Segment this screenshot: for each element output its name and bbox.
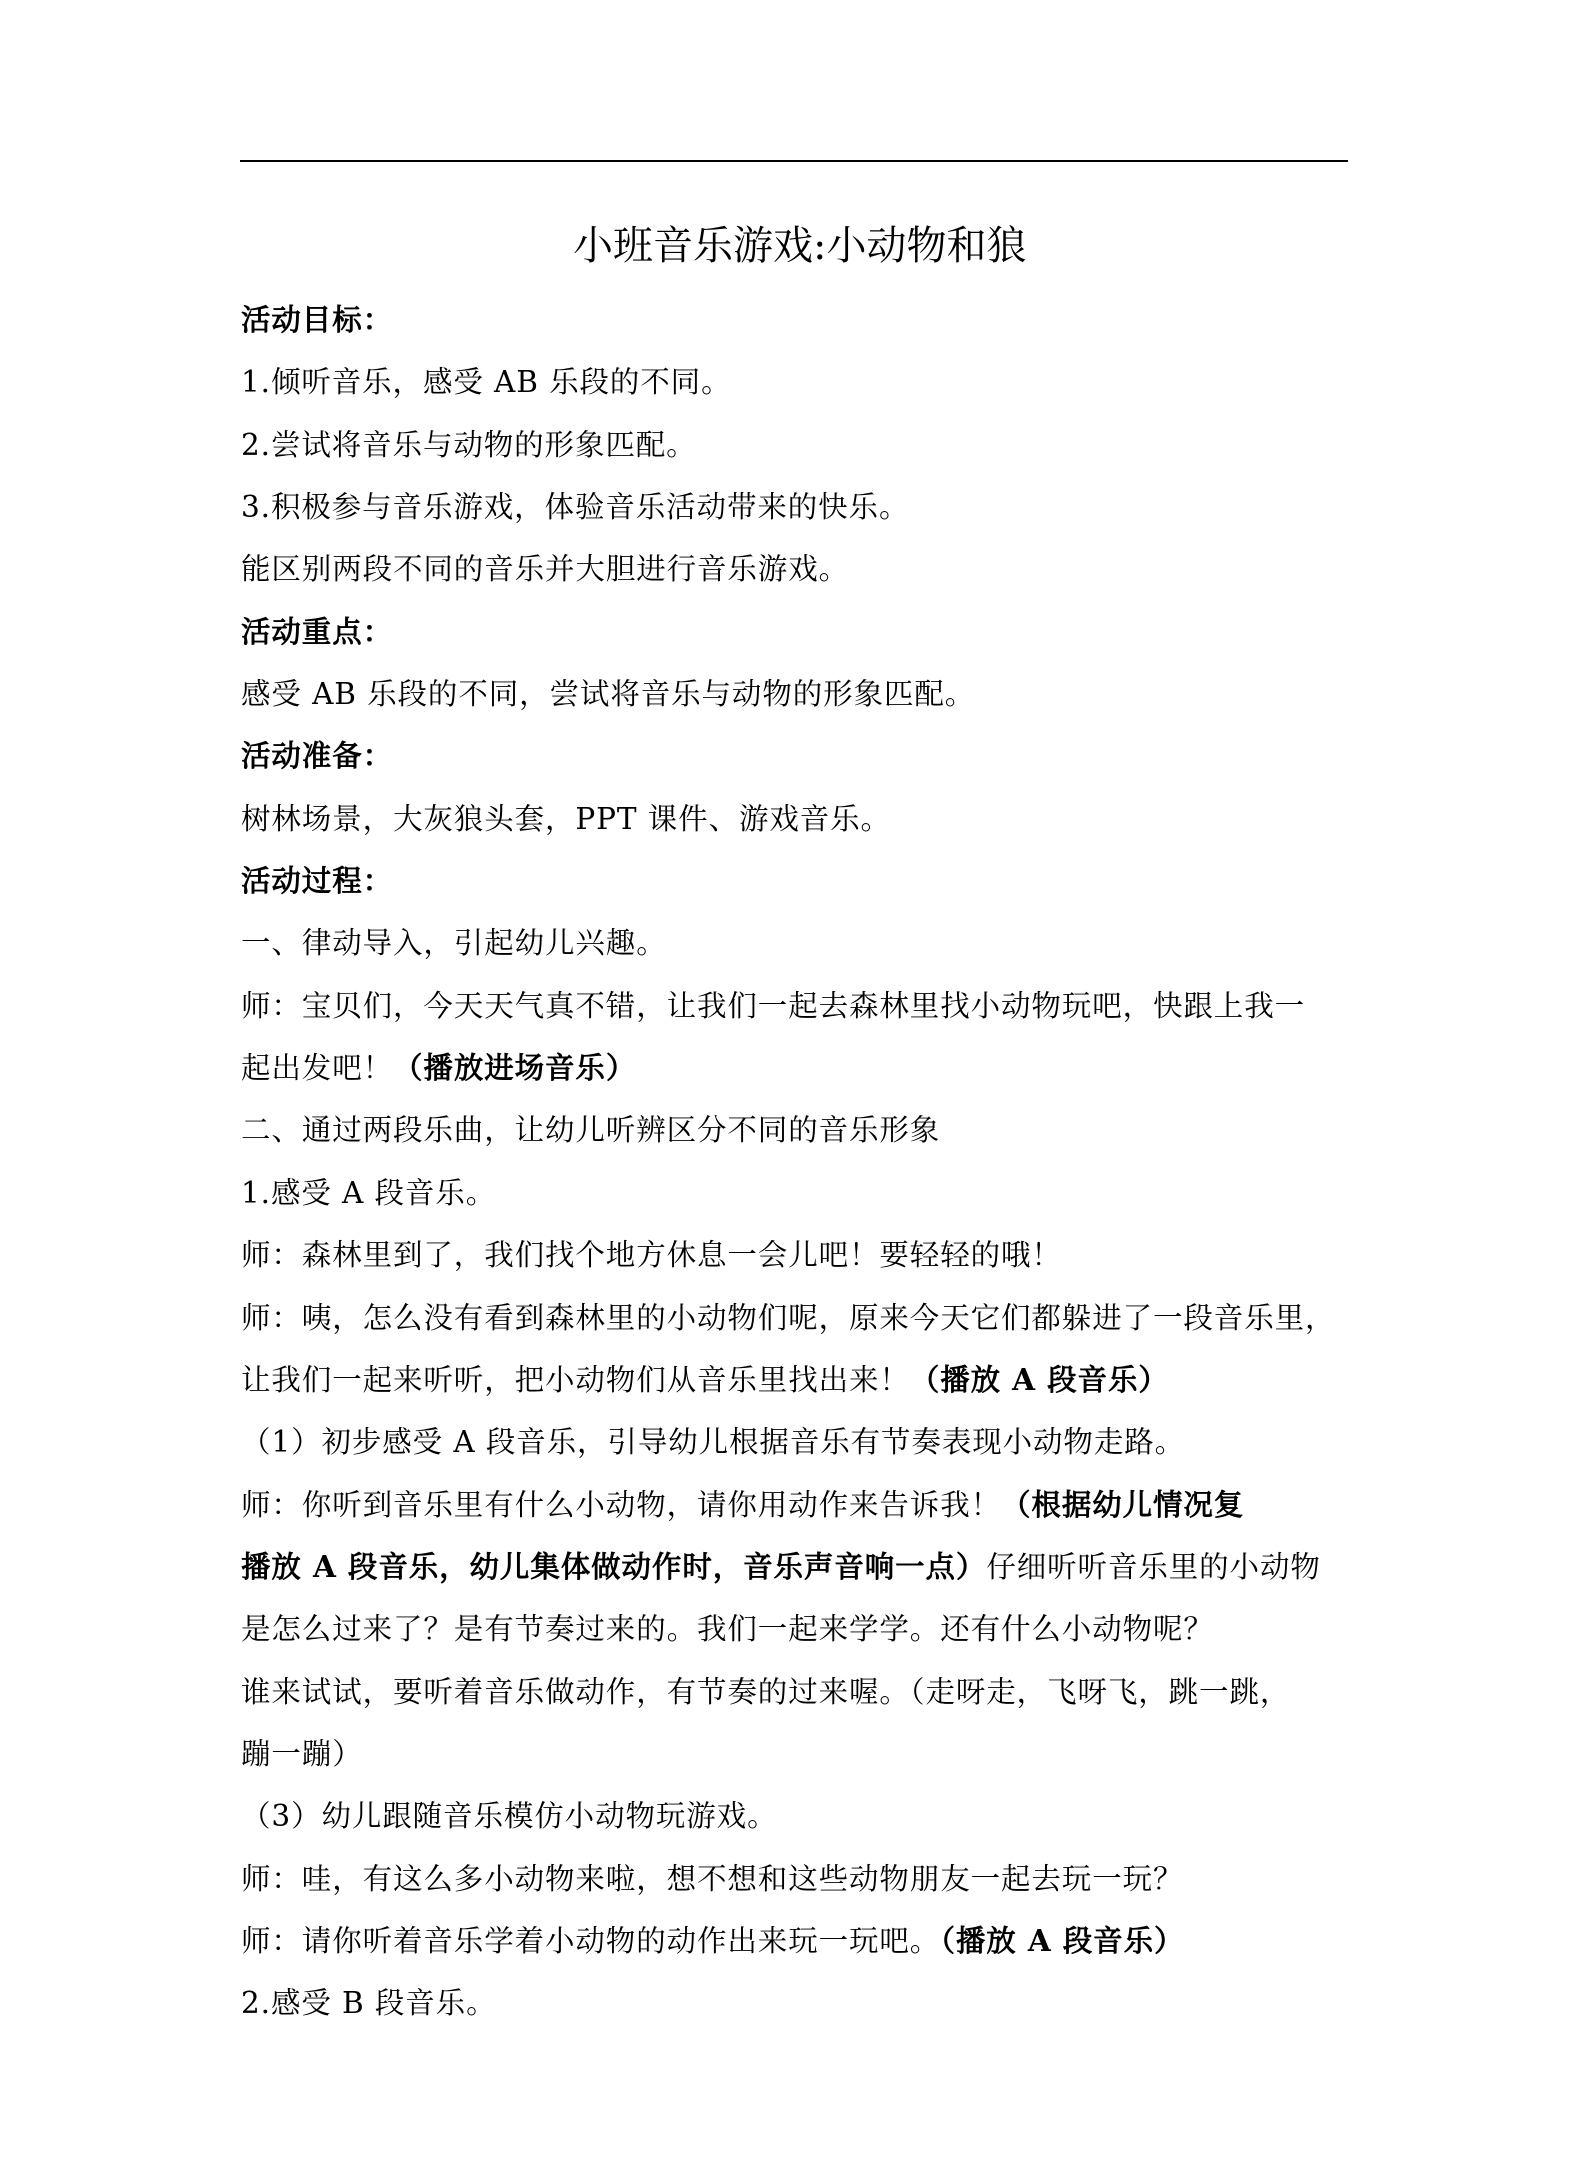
bold-text-segment: 活动过程： [241, 863, 394, 899]
paragraph-line [241, 1424, 1361, 1486]
text-segment: 树林场景，大灰狼头套，PPT 课件、游戏音乐。 [241, 801, 891, 836]
paragraph-line [241, 988, 1361, 1050]
paragraph-line [241, 1611, 1361, 1673]
paragraph-line [241, 1985, 1361, 2047]
text-segment: 师：请你听着音乐学着小动物的动作出来玩一玩吧。 [241, 1923, 941, 1958]
document-title: 小班音乐游戏:小动物和狼 [573, 223, 1027, 269]
bold-text-segment: （播放 A 段音乐） [940, 1922, 1185, 1958]
text-segment: （1）初步感受 A 段音乐，引导幼儿根据音乐有节奏表现小动物走路。 [241, 1425, 1186, 1460]
paragraph-line [241, 1300, 1361, 1362]
paragraph-line [241, 1112, 1361, 1174]
text-segment: 仔细听听音乐里的小动物 [986, 1549, 1321, 1584]
bold-text-segment: 活动目标： [241, 302, 394, 337]
text-segment: 让我们一起来听听，把小动物们从音乐里找出来！ [241, 1362, 910, 1397]
section-heading [241, 302, 1361, 364]
paragraph-line [241, 1674, 1361, 1736]
paragraph-line [241, 1237, 1361, 1299]
bold-text-segment: （根据幼儿情况复 [1001, 1486, 1245, 1522]
paragraph-line [241, 551, 1361, 613]
paragraph-line [241, 364, 1361, 426]
text-segment: 感受 AB 乐段的不同，尝试将音乐与动物的形象匹配。 [241, 677, 976, 712]
text-segment: 是怎么过来了？是有节奏过来的。我们一起来学学。还有什么小动物呢？ [241, 1612, 1214, 1647]
paragraph-line [241, 1362, 1361, 1424]
text-segment: 谁来试试，要听着音乐做动作，有节奏的过来喔。（走呀走，飞呀飞，跳一跳， [241, 1674, 1291, 1709]
document-body [241, 302, 1361, 2048]
bold-text-segment: （播放 A 段音乐） [909, 1361, 1169, 1397]
paragraph-line [241, 1923, 1361, 1985]
text-segment: 2.尝试将音乐与动物的形象匹配。 [241, 427, 697, 462]
text-segment: 师：你听到音乐里有什么小动物，请你用动作来告诉我！ [241, 1487, 1002, 1522]
paragraph-line [241, 1798, 1361, 1860]
text-segment: 二、通过两段乐曲，让幼儿听辨区分不同的音乐形象 [241, 1113, 941, 1148]
paragraph-line [241, 1175, 1361, 1237]
paragraph-line [241, 925, 1361, 987]
text-segment: 能区别两段不同的音乐并大胆进行音乐游戏。 [241, 552, 850, 587]
text-segment: 师：宝贝们，今天天气真不错，让我们一起去森林里找小动物玩吧，快跟上我一 [241, 988, 1306, 1023]
text-segment: 2.感受 B 段音乐。 [241, 1986, 497, 2021]
text-segment: 蹦一蹦） [241, 1736, 363, 1771]
paragraph-line [241, 489, 1361, 551]
header-rule [240, 160, 1348, 162]
section-heading [241, 614, 1361, 676]
text-segment: 师：森林里到了，我们找个地方休息一会儿吧！要轻轻的哦！ [241, 1238, 1062, 1273]
paragraph-line [241, 676, 1361, 738]
paragraph-line [241, 801, 1361, 863]
paragraph-line [241, 1549, 1361, 1611]
text-segment: 1.感受 A 段音乐。 [241, 1175, 497, 1210]
section-heading [241, 738, 1361, 800]
bold-text-segment: （播放进场音乐） [393, 1050, 637, 1086]
text-segment: 1.倾听音乐，感受 AB 乐段的不同。 [241, 365, 732, 400]
section-heading [241, 863, 1361, 925]
bold-text-segment: 播放 A 段音乐，幼儿集体做动作时，音乐声音响一点） [241, 1548, 987, 1584]
text-segment: 一、律动导入，引起幼儿兴趣。 [241, 926, 667, 961]
paragraph-line [241, 1736, 1361, 1798]
text-segment: 师：哇，有这么多小动物来啦，想不想和这些动物朋友一起去玩一玩？ [241, 1861, 1184, 1896]
paragraph-line [241, 1050, 1361, 1112]
text-segment: 师：咦，怎么没有看到森林里的小动物们呢，原来今天它们都躲进了一段音乐里， [241, 1300, 1336, 1335]
paragraph-line [241, 427, 1361, 489]
bold-text-segment: 活动重点： [241, 613, 394, 649]
paragraph-line [241, 1861, 1361, 1923]
text-segment: 3.积极参与音乐游戏，体验音乐活动带来的快乐。 [241, 490, 910, 525]
bold-text-segment: 活动准备： [241, 738, 394, 774]
paragraph-line [241, 1487, 1361, 1549]
text-segment: 起出发吧！ [241, 1051, 394, 1086]
text-segment: （3）幼儿跟随音乐模仿小动物玩游戏。 [241, 1799, 778, 1834]
